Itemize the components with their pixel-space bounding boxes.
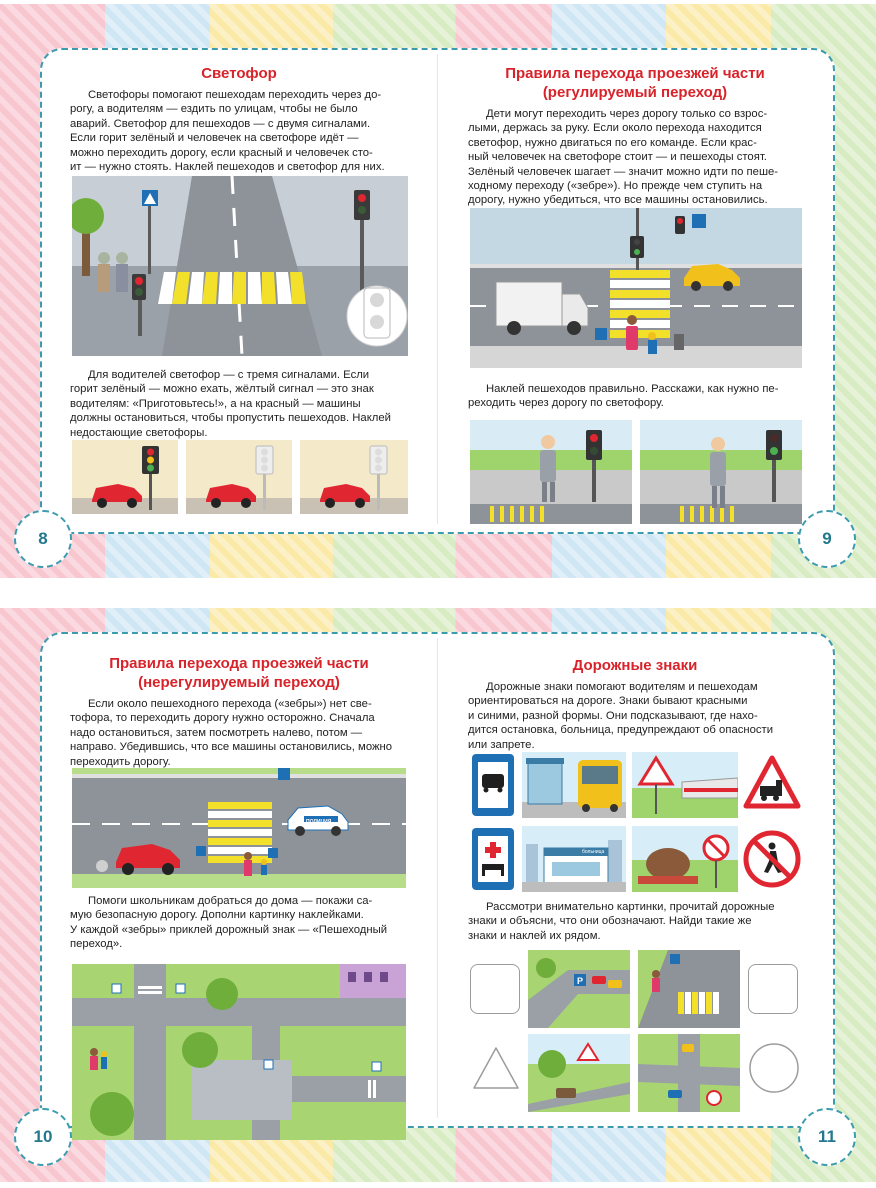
spread-pages-8-9	[0, 4, 876, 578]
page-number-11	[798, 1108, 856, 1166]
task-paragraph: Помоги школьникам добраться до дома — покажи са- мую безопасную дорогу. Дополни картинку наклейками. У каждой «зебры» приклей дорожный знак — «Пешеходный переход».	[70, 895, 388, 951]
page-11-column	[468, 656, 802, 752]
parking-scene	[528, 950, 630, 1028]
sticker-placeholder-square-2[interactable]	[748, 964, 798, 1014]
car-panel-3	[300, 440, 408, 514]
page-title: Правила перехода проезжей части (регулируемый переход)	[505, 65, 765, 101]
town-map-illustration	[72, 964, 406, 1140]
page-title: Светофор	[201, 65, 277, 82]
sticker-placeholder-circle[interactable]	[748, 1038, 800, 1098]
railway-crossing-scene	[632, 752, 738, 818]
sticker-placeholder-triangle[interactable]	[470, 1036, 522, 1102]
intro-paragraph: Дети могут переходить через дорогу только со взрос- лыми, держась за руку. Если около перехода находится светофор, нужно двигаться по его команде. Если крас- ный человечек на светофоре стоит — и пешеходы стоят. Зелёный человечек шагает — значит можно идти по пеше- ходному переходу («зебре»). Но прежде чем ступить на дорогу, нужно убедиться, что все машины остановились.	[468, 108, 779, 207]
page-number-text: 9	[822, 529, 832, 548]
parking-sign-letter: P	[577, 976, 584, 986]
page-11-task	[468, 900, 802, 943]
page-10-task	[70, 894, 408, 952]
police-car-label: ПОЛИЦИЯ	[306, 819, 332, 825]
intro-paragraph: Дорожные знаки помогают водителям и пешеходам ориентироваться на дороге. Знаки бывают красными и синими, разной формы. Они подсказывают, где нахо- дится остановка, больница, предупреждают об опасности или запрете.	[468, 681, 774, 751]
railway-warning-sign	[742, 752, 802, 818]
page-number-10	[14, 1108, 72, 1166]
hospital-building-label: больница	[582, 849, 605, 855]
intro-paragraph: Если около пешеходного перехода («зебры») нет све- тофора, то переходить дорогу нужно осторожно. Сначала надо остановиться, затем посмотреть налево, потом — направо. Убедившись, что все машины остановились, можно переходить дорогу.	[70, 698, 393, 768]
intersection-scene	[638, 1034, 740, 1112]
rural-road-scene	[528, 1034, 630, 1112]
sticker-placeholder-square-1[interactable]	[470, 964, 520, 1014]
page-9-column	[468, 64, 802, 208]
page-9-task	[468, 382, 802, 411]
bus-stop-scene	[522, 752, 626, 818]
page-number-8	[14, 510, 72, 568]
car-panel-2	[186, 440, 292, 514]
crosswalk-scene	[638, 950, 740, 1028]
hospital-scene	[522, 826, 626, 892]
page-8-lower-column	[70, 368, 408, 440]
page-gutter	[437, 638, 438, 1118]
pedestrian-panel-red	[470, 420, 632, 524]
no-pedestrians-sign	[742, 826, 802, 892]
car-panel-1	[72, 440, 178, 514]
bus-stop-sign	[470, 752, 516, 818]
task-paragraph: Наклей пешеходов правильно. Расскажи, как нужно пе- реходить через дорогу по светофору.	[468, 383, 779, 410]
regulated-crossing-illustration	[470, 208, 802, 368]
spread-pages-10-11	[0, 608, 876, 1182]
driver-lights-paragraph: Для водителей светофор — с тремя сигналами. Если горит зелёный — можно ехать, жёлтый сигнал — это знак водителям: «Приготовьтесь!», а на красный — машины должны остановиться, чтобы пропустить пешеходов. Наклей недостающие светофоры.	[70, 369, 391, 439]
page-10-column	[70, 654, 408, 769]
unregulated-crossing-illustration	[72, 768, 406, 888]
page-number-text: 10	[33, 1127, 53, 1146]
road-works-scene	[632, 826, 738, 892]
page-8-column	[70, 64, 408, 174]
page-number-9	[798, 510, 856, 568]
hospital-sign	[470, 826, 516, 892]
crossing-illustration	[72, 176, 408, 356]
page-number-text: 8	[38, 529, 48, 548]
page-title: Правила перехода проезжей части (нерегулируемый переход)	[109, 655, 369, 691]
intro-paragraph: Светофоры помогают пешеходам переходить через до- рогу, а водителям — ездить по улицам, чтобы не было аварий. Светофор для пешеходов — с двумя сигналами. Если горит зелёный и человечек на светофоре идёт — можно переходить дорогу, если красный и человечек сто- ит — нужно стоять. Наклей пешеходов и светофор для них.	[70, 89, 385, 174]
pedestrian-panel-green	[640, 420, 802, 524]
page-gutter	[437, 54, 438, 524]
page-title: Дорожные знаки	[572, 657, 698, 674]
page-number-text: 11	[818, 1127, 836, 1146]
task-paragraph: Рассмотри внимательно картинки, прочитай дорожные знаки и объясни, что они обозначают. Найди такие же знаки и наклей их рядом.	[468, 901, 775, 942]
